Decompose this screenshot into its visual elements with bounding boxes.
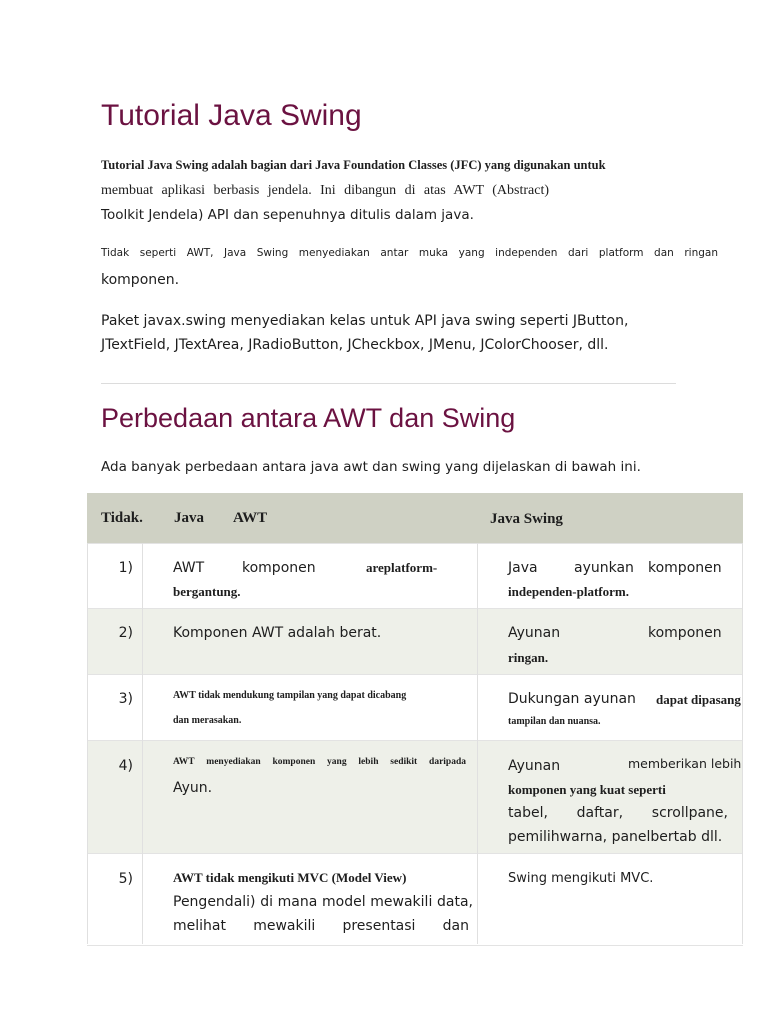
intro-line-1: Tutorial Java Swing adalah bagian dari Java Foundation Classes (JFC) yang digunakan untuk bbox=[101, 158, 606, 172]
swing-word: ringan. bbox=[508, 650, 549, 665]
swing-word: dapat dipasang bbox=[656, 692, 741, 707]
swing-word: komponen bbox=[648, 560, 722, 576]
header-java-swing: Java Swing bbox=[490, 511, 563, 527]
table-row bbox=[87, 740, 743, 854]
swing-word: independen-platform. bbox=[508, 584, 629, 599]
awt-text: AWT tidak mengikuti MVC (Model View) bbox=[173, 870, 407, 885]
swing-text: tabel, daftar, scrollpane, bbox=[508, 805, 728, 821]
para3-line-2: JTextField, JTextArea, JRadioButton, JCheckbox, JMenu, JColorChooser, dll. bbox=[101, 337, 609, 353]
swing-word: tampilan dan nuansa. bbox=[508, 716, 601, 727]
table-row bbox=[87, 608, 743, 675]
section-intro: Ada banyak perbedaan antara java awt dan swing yang dijelaskan di bawah ini. bbox=[101, 459, 641, 475]
intro-line-2: membuat aplikasi berbasis jendela. Ini dibangun di atas AWT (Abstract) bbox=[101, 183, 549, 198]
header-number: Tidak. bbox=[101, 510, 143, 526]
para2-line-1: Tidak seperti AWT, Java Swing menyediakan antar muka yang independen dari platform dan ringan bbox=[101, 247, 718, 259]
swing-word: Ayunan bbox=[508, 625, 561, 641]
awt-text: AWT menyediakan komponen yang lebih sedikit daripada bbox=[173, 757, 466, 767]
intro-line-3: Toolkit Jendela) API dan sepenuhnya ditulis dalam java. bbox=[101, 207, 474, 223]
header-awt: AWT bbox=[233, 510, 268, 526]
awt-word: komponen bbox=[242, 560, 316, 576]
row-number: 4) bbox=[118, 758, 133, 774]
table-header bbox=[87, 493, 743, 543]
awt-text: Ayun. bbox=[173, 780, 213, 796]
swing-text: Swing mengikuti MVC. bbox=[508, 871, 654, 886]
table-row bbox=[87, 674, 743, 741]
table-row bbox=[87, 853, 743, 946]
row-number: 3) bbox=[118, 691, 133, 707]
swing-word: komponen bbox=[648, 625, 722, 641]
awt-word: areplatform- bbox=[366, 560, 438, 575]
awt-text: AWT tidak mendukung tampilan yang dapat dicabang bbox=[173, 690, 407, 701]
section-title: Perbedaan antara AWT dan Swing bbox=[101, 403, 516, 433]
para2-line-2: komponen. bbox=[101, 272, 180, 288]
swing-word: memberikan lebih bbox=[628, 756, 742, 771]
awt-text: Pengendali) di mana model mewakili data, bbox=[173, 894, 473, 910]
swing-text: pemilihwarna, panelbertab dll. bbox=[508, 829, 723, 845]
table-border-right bbox=[742, 543, 743, 944]
comparison-table bbox=[87, 493, 743, 944]
table-column-divider bbox=[142, 543, 143, 944]
section-divider bbox=[101, 383, 676, 384]
table-column-divider bbox=[477, 543, 478, 944]
para3-line-1: Paket javax.swing menyediakan kelas untuk API java swing seperti JButton, bbox=[101, 313, 629, 329]
swing-word: Ayunan bbox=[508, 758, 561, 774]
header-awt-java: Java bbox=[174, 510, 204, 526]
swing-word: Java bbox=[508, 560, 538, 576]
awt-text: melihat mewakili presentasi dan bbox=[173, 918, 469, 934]
awt-word: bergantung. bbox=[173, 584, 241, 599]
row-number: 5) bbox=[118, 871, 133, 887]
row-number: 1) bbox=[118, 560, 133, 576]
swing-word: Dukungan ayunan bbox=[508, 691, 636, 707]
row-number: 2) bbox=[118, 625, 133, 641]
awt-word: AWT bbox=[173, 560, 205, 576]
table-row bbox=[87, 543, 743, 609]
awt-text: Komponen AWT adalah berat. bbox=[173, 625, 382, 641]
awt-text: dan merasakan. bbox=[173, 715, 242, 726]
page-title: Tutorial Java Swing bbox=[101, 99, 362, 132]
table-border-left bbox=[87, 543, 88, 944]
swing-word: ayunkan bbox=[574, 560, 634, 576]
swing-text: komponen yang kuat seperti bbox=[508, 782, 666, 797]
